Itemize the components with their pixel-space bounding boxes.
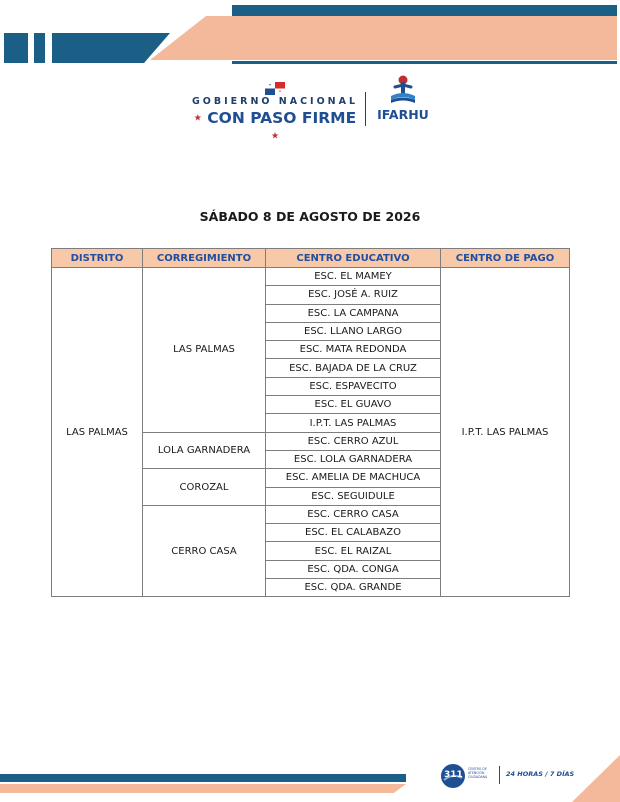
corregimiento-cell: LAS PALMAS [143, 268, 266, 433]
footer-corner-peach [572, 755, 620, 802]
corregimiento-cell: LOLA GARNADERA [143, 432, 266, 469]
centro-educativo-cell: ESC. SEGUIDULE [266, 487, 441, 505]
panama-flag-icon [265, 82, 285, 95]
centro-educativo-cell: ESC. JOSÉ A. RUIZ [266, 286, 441, 304]
hotline-number: 311 [444, 770, 463, 780]
star-icon: ★ [270, 131, 280, 142]
centro-educativo-cell: ESC. ESPAVECITO [266, 377, 441, 395]
star-icon: ★ [193, 113, 202, 124]
distrito-cell: LAS PALMAS [52, 268, 143, 597]
logo-divider [365, 92, 366, 126]
corregimiento-cell: CERRO CASA [143, 505, 266, 596]
column-header-distrito: DISTRITO [52, 249, 143, 268]
footer-band-navy [0, 774, 406, 782]
centro-educativo-cell: ESC. BAJADA DE LA CRUZ [266, 359, 441, 377]
corregimiento-cell: COROZAL [143, 469, 266, 506]
centro-educativo-cell: ESC. MATA REDONDA [266, 341, 441, 359]
payment-schedule-table [51, 248, 570, 597]
header-band-line [232, 61, 617, 64]
centro-educativo-cell: ESC. CERRO CASA [266, 505, 441, 523]
page-title: SÁBADO 8 DE AGOSTO DE 2026 [199, 209, 421, 224]
footer-band-peach [0, 784, 406, 793]
centro-educativo-cell: ESC. QDA. CONGA [266, 560, 441, 578]
government-logo-line1: GOBIERNO NACIONAL [191, 96, 359, 107]
government-logo [190, 96, 360, 145]
table-header-row [52, 249, 570, 268]
column-header-centro-educativo: CENTRO EDUCATIVO [266, 249, 441, 268]
centro-educativo-cell: ESC. EL GUAVO [266, 396, 441, 414]
centro-educativo-cell: ESC. LA CAMPANA [266, 304, 441, 322]
centro-educativo-cell: ESC. AMELIA DE MACHUCA [266, 469, 441, 487]
footer-divider [499, 766, 500, 784]
header-band-navy-left [4, 33, 28, 63]
government-logo-line2 [190, 109, 360, 145]
centro-educativo-cell: I.P.T. LAS PALMAS [266, 414, 441, 432]
ifarhu-logo-text: IFARHU [377, 107, 429, 122]
centro-educativo-cell: ESC. EL MAMEY [266, 268, 441, 286]
header-band-navy-left-2 [34, 33, 45, 63]
centro-educativo-cell: ESC. LOLA GARNADERA [266, 450, 441, 468]
government-slogan: CON PASO FIRME [207, 109, 357, 127]
centro-educativo-cell: ESC. EL RAIZAL [266, 542, 441, 560]
column-header-corregimiento: CORREGIMIENTO [143, 249, 266, 268]
centro-educativo-cell: ESC. QDA. GRANDE [266, 579, 441, 597]
ifarhu-logo-icon [388, 74, 418, 106]
header-band-peach [150, 16, 617, 60]
table-row [52, 268, 570, 286]
hotline-caption: CENTRO DE ATENCIÓN CIUDADANA [468, 767, 488, 779]
availability-label: 24 HORAS / 7 DÍAS [506, 770, 575, 778]
centro-educativo-cell: ESC. LLANO LARGO [266, 322, 441, 340]
centro-educativo-cell: ESC. CERRO AZUL [266, 432, 441, 450]
centro-educativo-cell: ESC. EL CALABAZO [266, 524, 441, 542]
column-header-centro-de-pago: CENTRO DE PAGO [441, 249, 570, 268]
centro-de-pago-cell: I.P.T. LAS PALMAS [441, 268, 570, 597]
